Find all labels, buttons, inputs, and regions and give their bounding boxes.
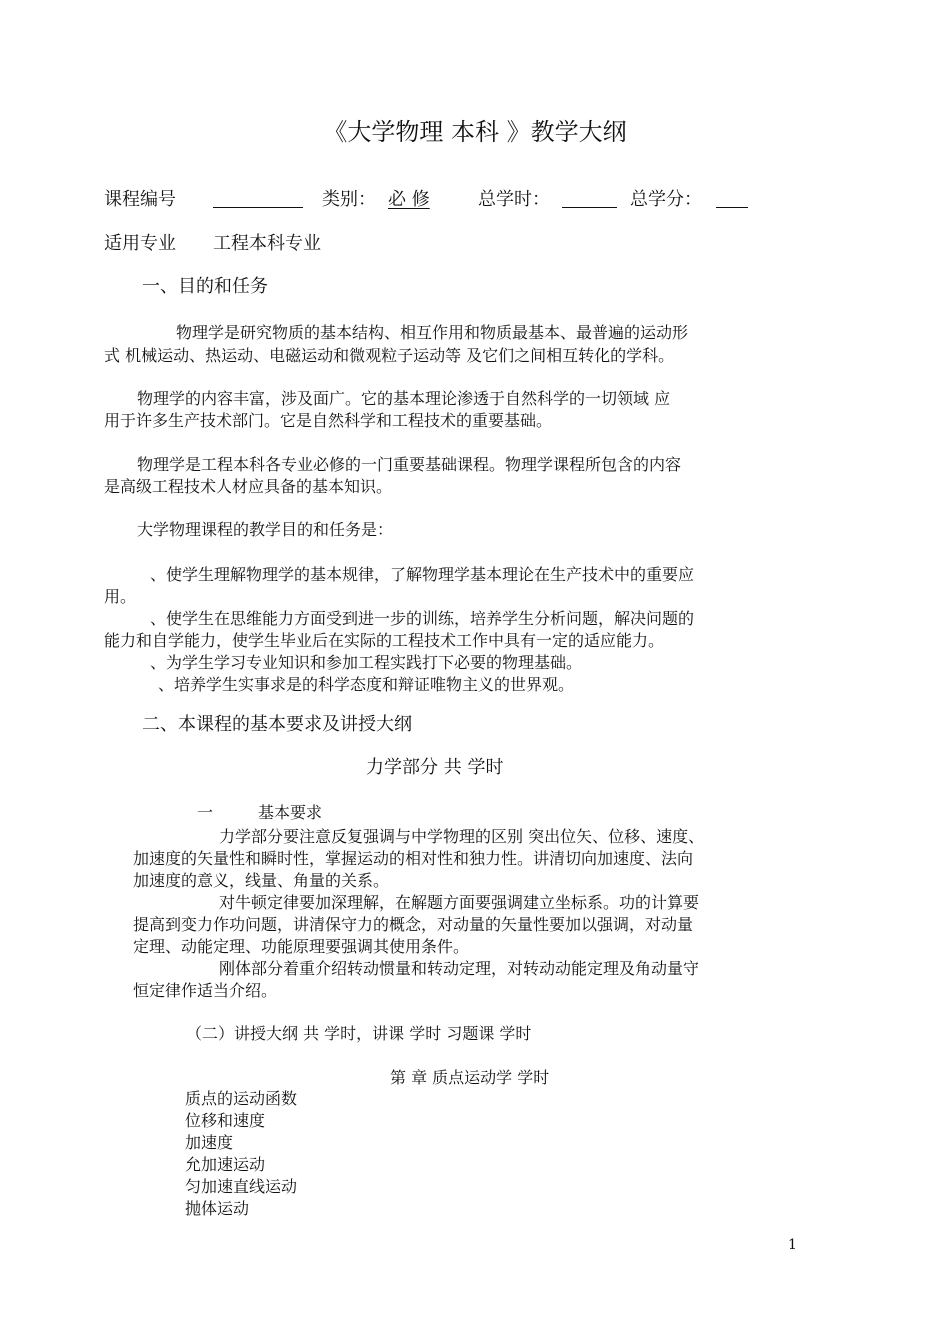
- requirement-title: 基本要求: [258, 803, 323, 822]
- paragraph-line: 刚体部分着重介绍转动惯量和转动定理，对转动动能定理及角动量守: [219, 959, 700, 978]
- list-item: 、培养学生实事求是的科学态度和辩证唯物主义的世界观。: [158, 675, 575, 694]
- part-title: 力学部分 共 学时: [366, 757, 504, 778]
- paragraph-line: 对牛顿定律要加深理解，在解题方面要强调建立坐标系。功的计算要: [219, 893, 700, 912]
- topic-item: 抛体运动: [185, 1199, 250, 1218]
- category-label: 类别：: [322, 189, 376, 210]
- total-hours-blank: [562, 191, 617, 208]
- category-value: 必 修: [388, 189, 430, 210]
- total-credits-blank: [716, 191, 748, 208]
- outline-heading: （二）讲授大纲 共 学时，讲课 学时 习题课 学时: [186, 1024, 532, 1043]
- section-heading: 二、本课程的基本要求及讲授大纲: [142, 714, 412, 735]
- paragraph-line: 恒定律作适当介绍。: [133, 981, 278, 1000]
- requirement-number: 一: [197, 803, 214, 822]
- topic-item: 质点的运动函数: [185, 1089, 298, 1108]
- paragraph-line: 是高级工程技术人材应具备的基本知识。: [104, 477, 393, 496]
- paragraph-line: 物理学是工程本科各专业必修的一门重要基础课程。物理学课程所包含的内容: [137, 455, 682, 474]
- total-hours-label: 总学时：: [478, 189, 550, 210]
- paragraph-line: 加速度的意义，线量、角量的关系。: [133, 871, 390, 890]
- major-label: 适用专业: [104, 233, 176, 254]
- paragraph-line: 式 机械运动、热运动、电磁运动和微观粒子运动等 及它们之间相互转化的学科。: [104, 346, 675, 365]
- major-value: 工程本科专业: [213, 233, 321, 254]
- course-code-label: 课程编号: [104, 189, 176, 210]
- paragraph-line: 力学部分要注意反复强调与中学物理的区别 突出位矢、位移、速度、: [219, 827, 705, 846]
- topic-item: 允加速运动: [185, 1155, 266, 1174]
- topic-item: 匀加速直线运动: [185, 1177, 298, 1196]
- paragraph-line: 物理学是研究物质的基本结构、相互作用和物质最基本、最普遍的运动形: [176, 323, 689, 342]
- total-credits-label: 总学分：: [630, 189, 702, 210]
- topic-item: 位移和速度: [185, 1111, 266, 1130]
- list-item: 、使学生在思维能力方面受到进一步的训练，培养学生分析问题，解决问题的: [150, 609, 695, 628]
- document-title: 《大学物理 本科 》教学大纲: [323, 118, 627, 146]
- list-item: 用。: [104, 587, 137, 606]
- paragraph-line: 加速度的矢量性和瞬时性，掌握运动的相对性和独力性。讲清切向加速度、法向: [133, 849, 694, 868]
- paragraph-line: 用于许多生产技术部门。它是自然科学和工程技术的重要基础。: [104, 411, 553, 430]
- page-number: 1: [788, 1237, 797, 1253]
- paragraph-line: 物理学的内容丰富，涉及面广。它的基本理论渗透于自然科学的一切领域 应: [137, 389, 671, 408]
- course-code-blank: [213, 191, 303, 208]
- section-heading: 一、目的和任务: [142, 276, 268, 297]
- paragraph-line: 定理、动能定理、功能原理要强调其使用条件。: [133, 937, 470, 956]
- list-item: 、使学生理解物理学的基本规律，了解物理学基本理论在生产技术中的重要应: [150, 565, 695, 584]
- chapter-heading: 第 章 质点运动学 学时: [390, 1068, 550, 1087]
- topic-item: 加速度: [185, 1133, 234, 1152]
- paragraph-line: 提高到变力作功问题，讲清保守力的概念，对动量的矢量性要加以强调，对动量: [133, 915, 694, 934]
- list-item: 、为学生学习专业知识和参加工程实践打下必要的物理基础。: [150, 653, 583, 672]
- paragraph-line: 大学物理课程的教学目的和任务是：: [137, 520, 394, 539]
- list-item: 能力和自学能力，使学生毕业后在实际的工程技术工作中具有一定的适应能力。: [104, 631, 665, 650]
